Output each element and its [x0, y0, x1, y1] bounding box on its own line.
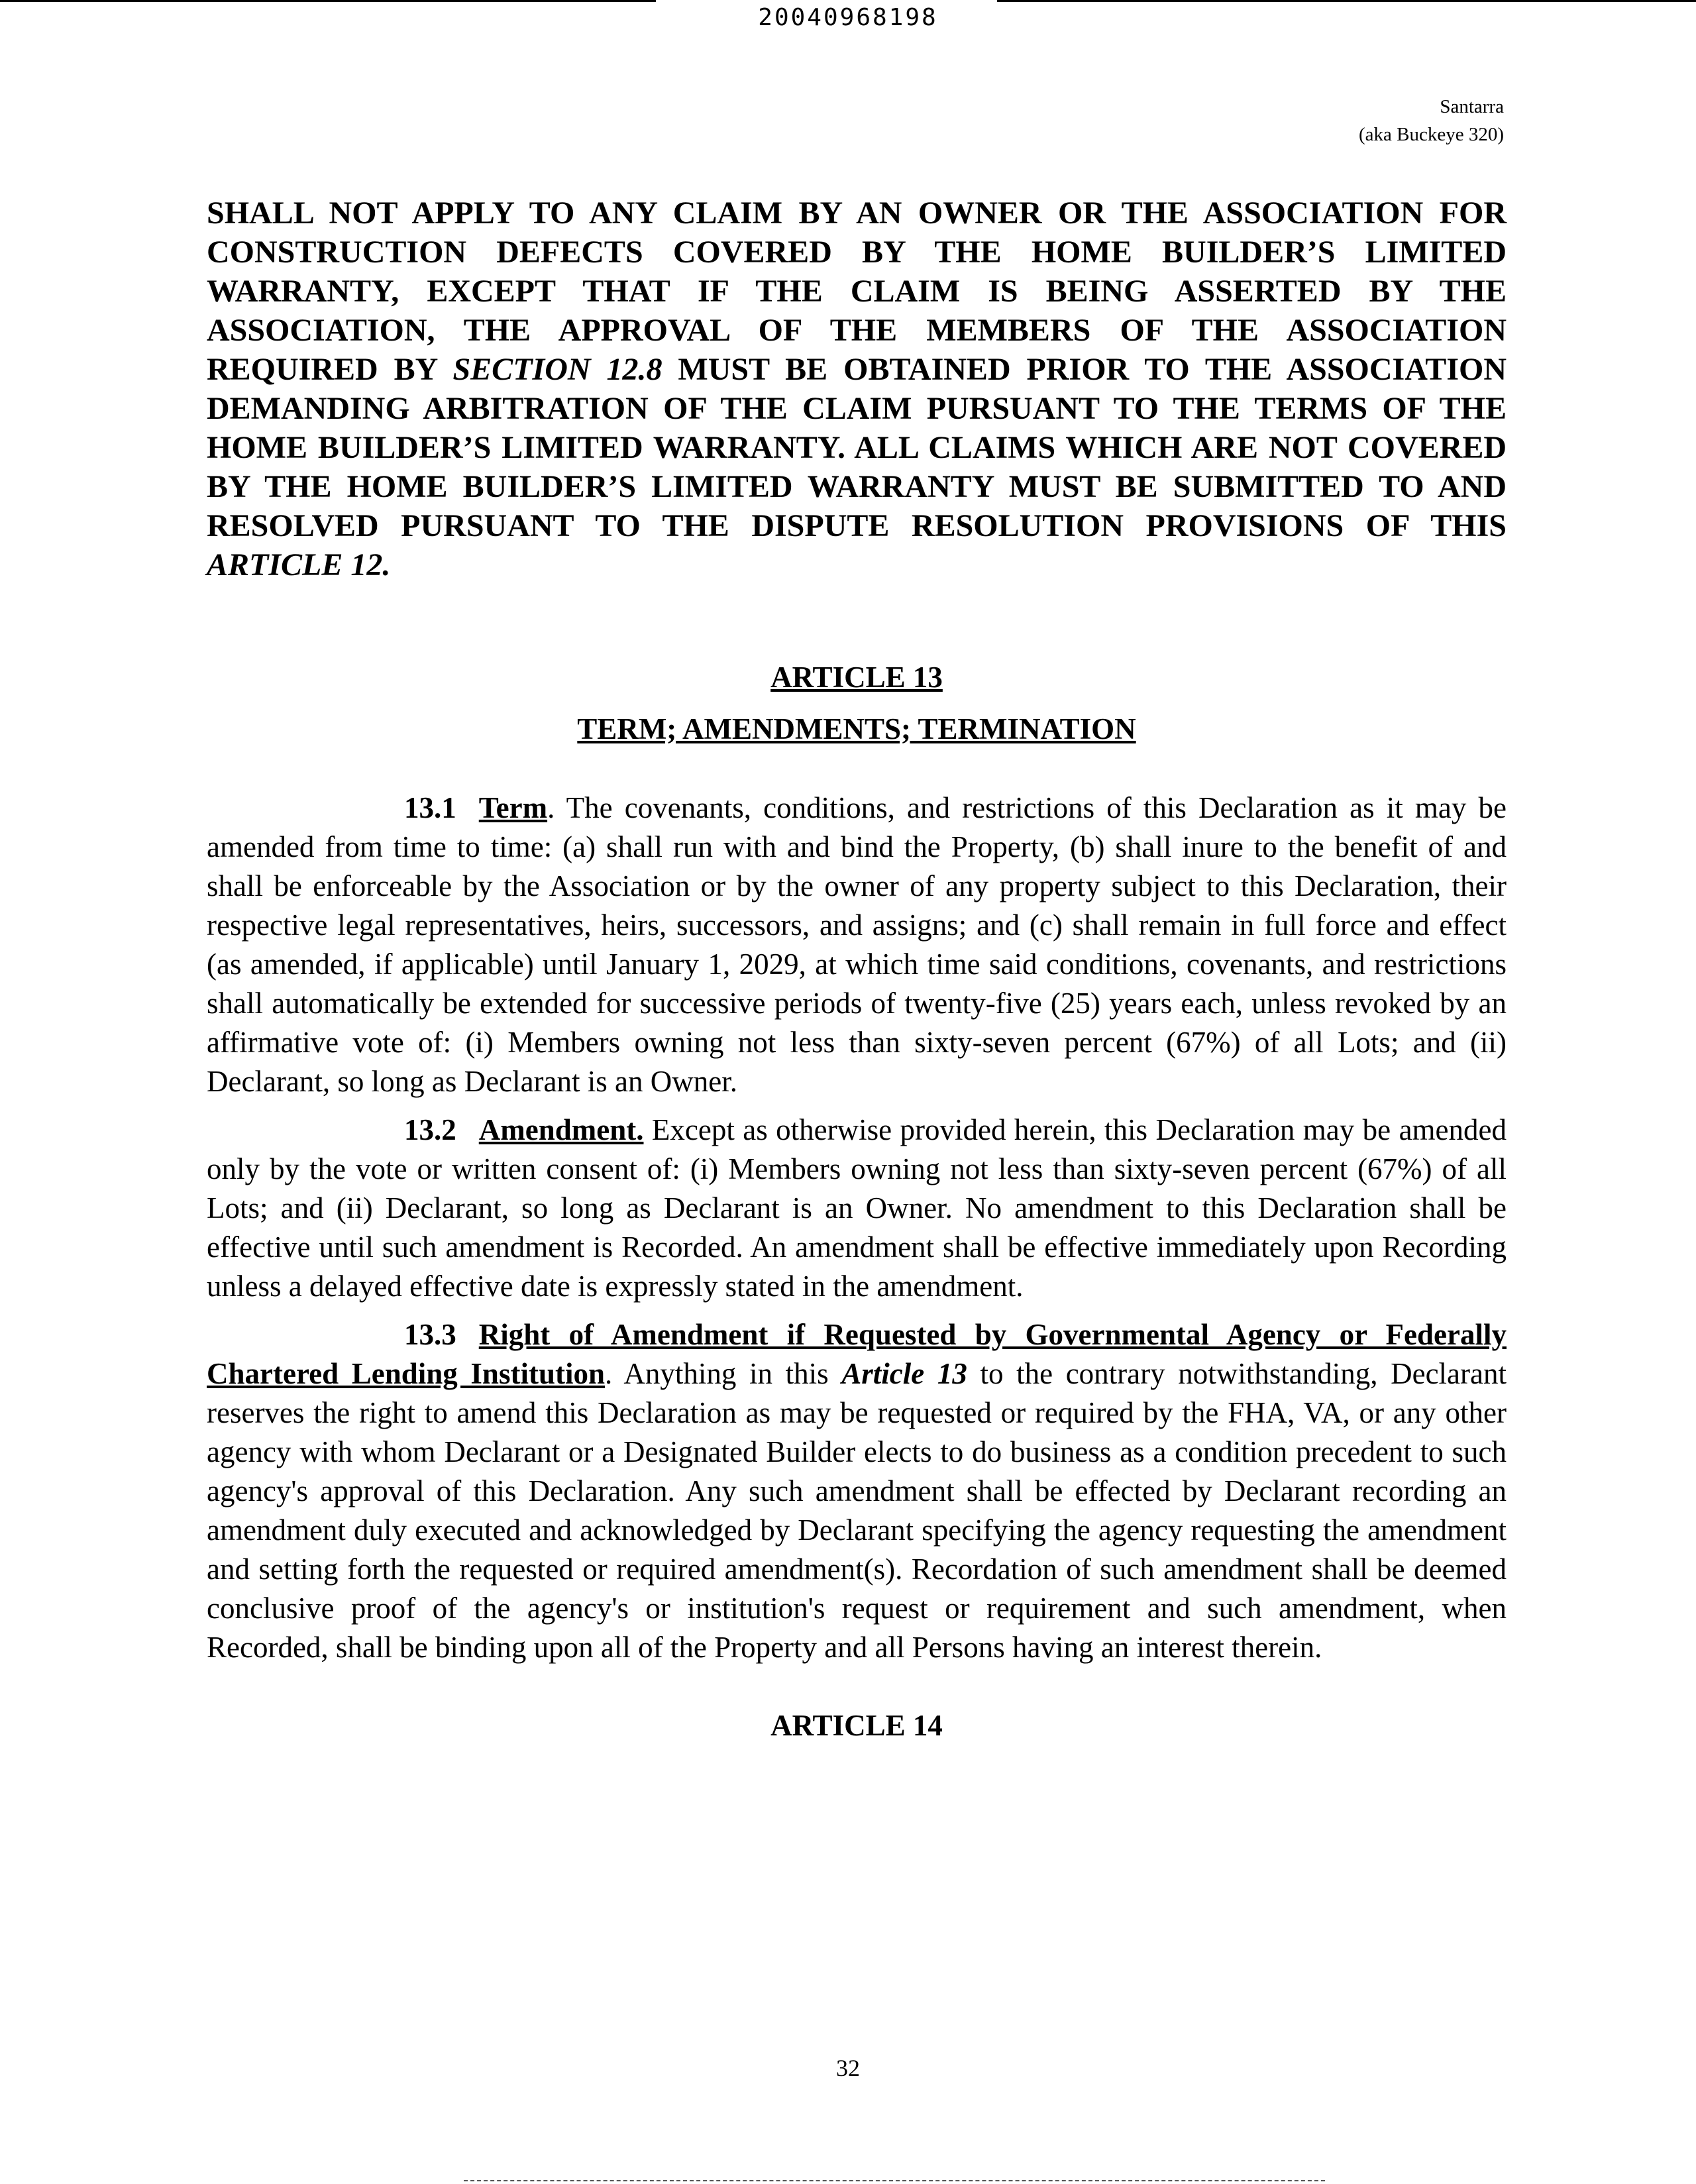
section-13-2-number: 13.2 [404, 1113, 456, 1146]
section-13-3 [207, 1315, 1507, 1667]
article-13-title: ARTICLE 13 [770, 661, 943, 694]
intro-text-1: SHALL NOT APPLY TO ANY CLAIM BY AN OWNER OR THE ASSOCIATION FOR CONSTRUCTION DEFECTS COVERED BY THE HOME BUILDER’S LIMITED WARRANTY, EXCEPT THAT IF THE CLAIM IS BEING ASSERTED BY THE ASSOCIATION, THE APPROVAL OF THE MEMBERS OF THE ASSOCIATION REQUIRED BY [207, 195, 1507, 387]
section-13-2-text: Except as otherwise provided herein, this Declaration may be amended only by the vote or written consent of: (i) Members owning not less than sixty-seven percent (67%) of all Lots; and (ii) Declarant, so long as Declarant is an Owner. No amendment to this Declaration shall be effective until such amendment is Recorded. An amendment shall be effective immediately upon Recording unless a delayed effective date is expressly stated in the amendment. [207, 1113, 1507, 1303]
intro-paragraph [207, 193, 1507, 584]
scan-edge-line-left [0, 0, 656, 2]
header-project-name: Santarra [1440, 96, 1504, 117]
scan-bottom-edge [464, 2179, 1325, 2181]
document-number: 20040968198 [758, 4, 938, 31]
intro-text-2: MUST BE OBTAINED PRIOR TO THE ASSOCIATION DEMANDING ARBITRATION OF THE CLAIM PURSUANT TO THE TERMS OF THE HOME BUILDER’S LIMITED WARRANTY. ALL CLAIMS WHICH ARE NOT COVERED BY THE HOME BUILDER’S LIMITED WARRANTY MUST BE SUBMITTED TO AND RESOLVED PURSUANT TO THE DISPUTE RESOLUTION PROVISIONS OF THIS [207, 352, 1507, 543]
section-13-1-text: . The covenants, conditions, and restrictions of this Declaration as it may be amended from time to time: (a) shall run with and bind the Property, (b) shall inure to the benefit of and shall be enforceable by the Association or by the owner of any property subject to this Declaration, their respective legal representatives, heirs, successors, and assigns; and (c) shall remain in full force and effect (as amended, if applicable) until January 1, 2029, at which time said conditions, covenants, and restrictions shall automatically be extended for successive periods of twenty-five (25) years each, unless revoked by an affirmative vote of: (i) Members owning not less than sixty-seven percent (67%) of all Lots; and (ii) Declarant, so long as Declarant is an Owner. [207, 791, 1507, 1098]
section-13-2-heading: Amendment. [478, 1113, 644, 1146]
header-aka: (aka Buckeye 320) [1358, 124, 1504, 145]
section-13-1-number: 13.1 [404, 791, 456, 824]
running-header [1359, 93, 1504, 148]
section-13-2 [207, 1111, 1507, 1306]
page-body [207, 193, 1507, 1744]
article-14-title: ARTICLE 14 [770, 1709, 943, 1742]
section-13-1 [207, 789, 1507, 1101]
scan-edge-line-right [997, 0, 1696, 2]
section-13-3-number: 13.3 [404, 1318, 456, 1351]
section-13-1-heading: Term [478, 791, 548, 824]
section-13-3-heading: Right of Amendment if Requested by Governmental Agency or Federally Chartered Lending Institution [207, 1318, 1507, 1390]
section-13-3-text-b: to the contrary notwithstanding, Declarant reserves the right to amend this Declaration as may be requested or required by the FHA, VA, or any other agency with whom Declarant or a Designated Builder elects to do business as a condition precedent to such agency's approval of this Declaration. Any such amendment shall be effected by Declarant recording an amendment duly executed and acknowledged by Declarant specifying the agency requesting the amendment and setting forth the requested or required amendment(s). Recordation of such amendment shall be deemed conclusive proof of the agency's or institution's request or requirement and such amendment, when Recorded, shall be binding upon all of the Property and all Persons having an interest therein. [207, 1357, 1507, 1664]
section-12-8-reference: SECTION 12.8 [452, 352, 662, 387]
section-13-3-text-a: . Anything in this [605, 1357, 842, 1390]
article-13-reference: Article 13 [841, 1357, 967, 1390]
article-13-subtitle: TERM; AMENDMENTS; TERMINATION [577, 712, 1136, 745]
article-12-reference: ARTICLE 12. [207, 547, 391, 582]
page-number: 32 [836, 2055, 860, 2081]
